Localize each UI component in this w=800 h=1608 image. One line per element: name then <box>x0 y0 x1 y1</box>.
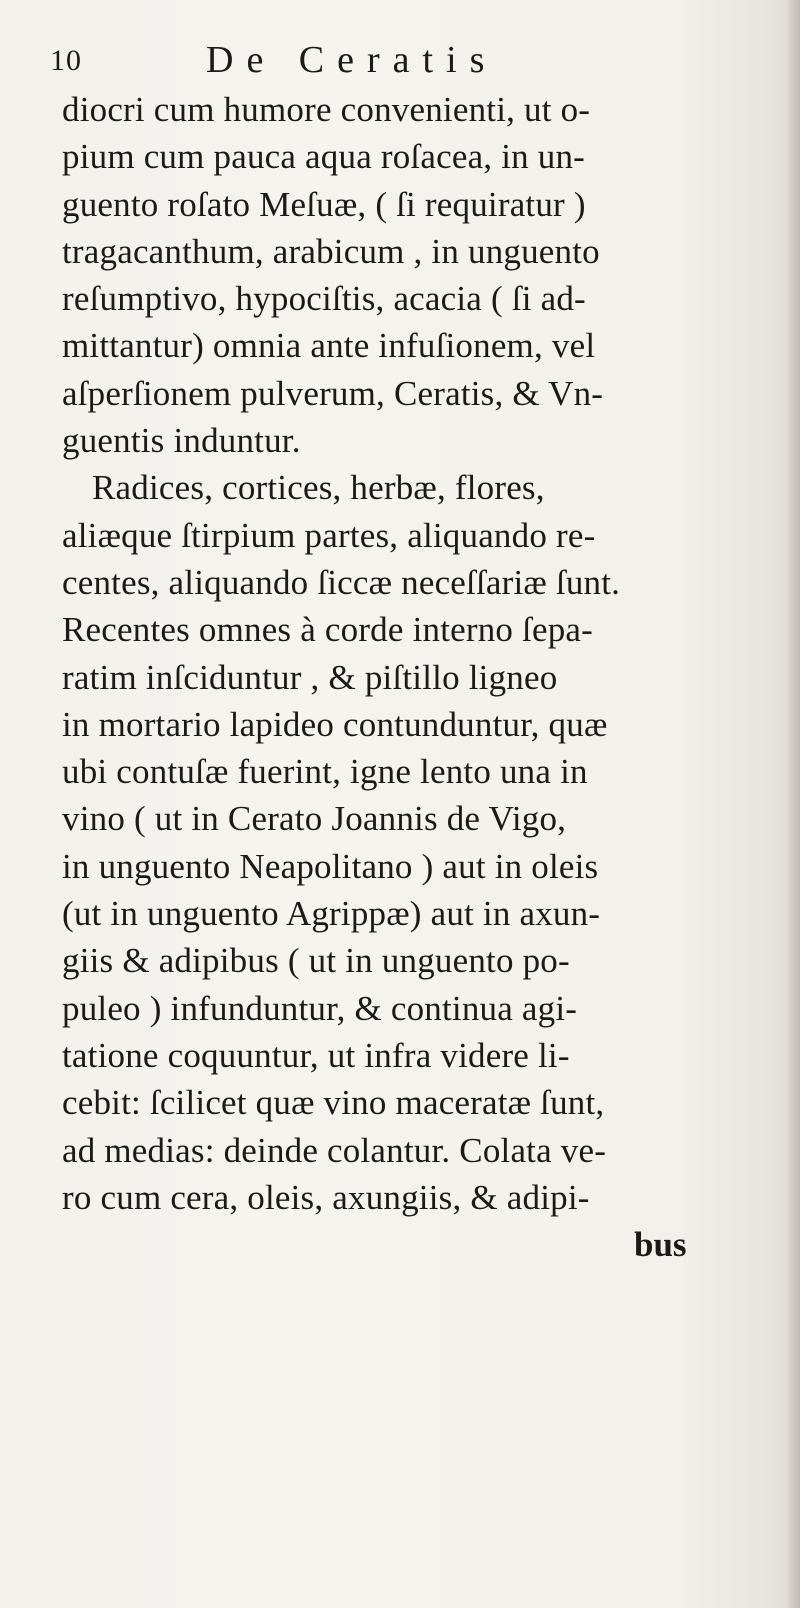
page-number: 10 <box>50 44 82 77</box>
text-line: (ut in unguento Agrippæ) aut in axun- <box>62 894 601 934</box>
text-line: tragacanthum, arabicum , in unguento <box>62 231 600 271</box>
page-edge-shadow <box>786 0 800 1608</box>
text-line: Recentes omnes à corde interno ſepa- <box>62 610 594 650</box>
text-line: guentis induntur. <box>62 421 301 461</box>
text-line: aſperſionem pulverum, Ceratis, & Vn- <box>62 373 604 413</box>
text-line: reſumptivo, hypociſtis, acacia ( ſi ad- <box>62 279 586 319</box>
text-line: in mortario lapideo contunduntur, quæ <box>62 704 608 744</box>
text-line: pium cum pauca aqua roſacea, in un- <box>62 137 586 177</box>
paragraph-start-line: Radices, cortices, herbæ, flores, <box>92 468 545 508</box>
text-line: centes, aliquando ſiccæ neceſſariæ ſunt. <box>62 562 621 602</box>
text-line: ratim inſciduntur , & piſtillo ligneo <box>62 657 558 697</box>
running-head: De Ceratis <box>206 39 498 81</box>
text-line: ad medias: deinde colantur. Colata ve- <box>62 1130 607 1170</box>
page-header <box>50 38 750 84</box>
text-line: puleo ) infunduntur, & continua agi- <box>62 988 578 1028</box>
text-line: ubi contuſæ fuerint, igne lento una in <box>62 752 588 792</box>
text-line: in unguento Neapolitano ) aut in oleis <box>62 846 599 886</box>
catchword: bus <box>634 1225 687 1265</box>
text-line: tatione coquuntur, ut infra videre li- <box>62 1035 570 1075</box>
text-line: diocri cum humore convenienti, ut o- <box>62 90 591 129</box>
text-line: ro cum cera, oleis, axungiis, & adipi- <box>62 1177 590 1217</box>
text-line: vino ( ut in Cerato Joannis de Vigo, <box>62 799 567 839</box>
text-line: giis & adipibus ( ut in unguento po- <box>62 941 570 981</box>
text-line: cebit: ſcilicet quæ vino maceratæ ſunt, <box>62 1083 605 1123</box>
body-text <box>62 86 762 1268</box>
text-line: aliæque ſtirpium partes, aliquando re- <box>62 515 596 555</box>
text-line: guento roſato Meſuæ, ( ſi requiratur ) <box>62 184 586 224</box>
text-line: mittantur) omnia ante infuſionem, vel <box>62 326 596 366</box>
